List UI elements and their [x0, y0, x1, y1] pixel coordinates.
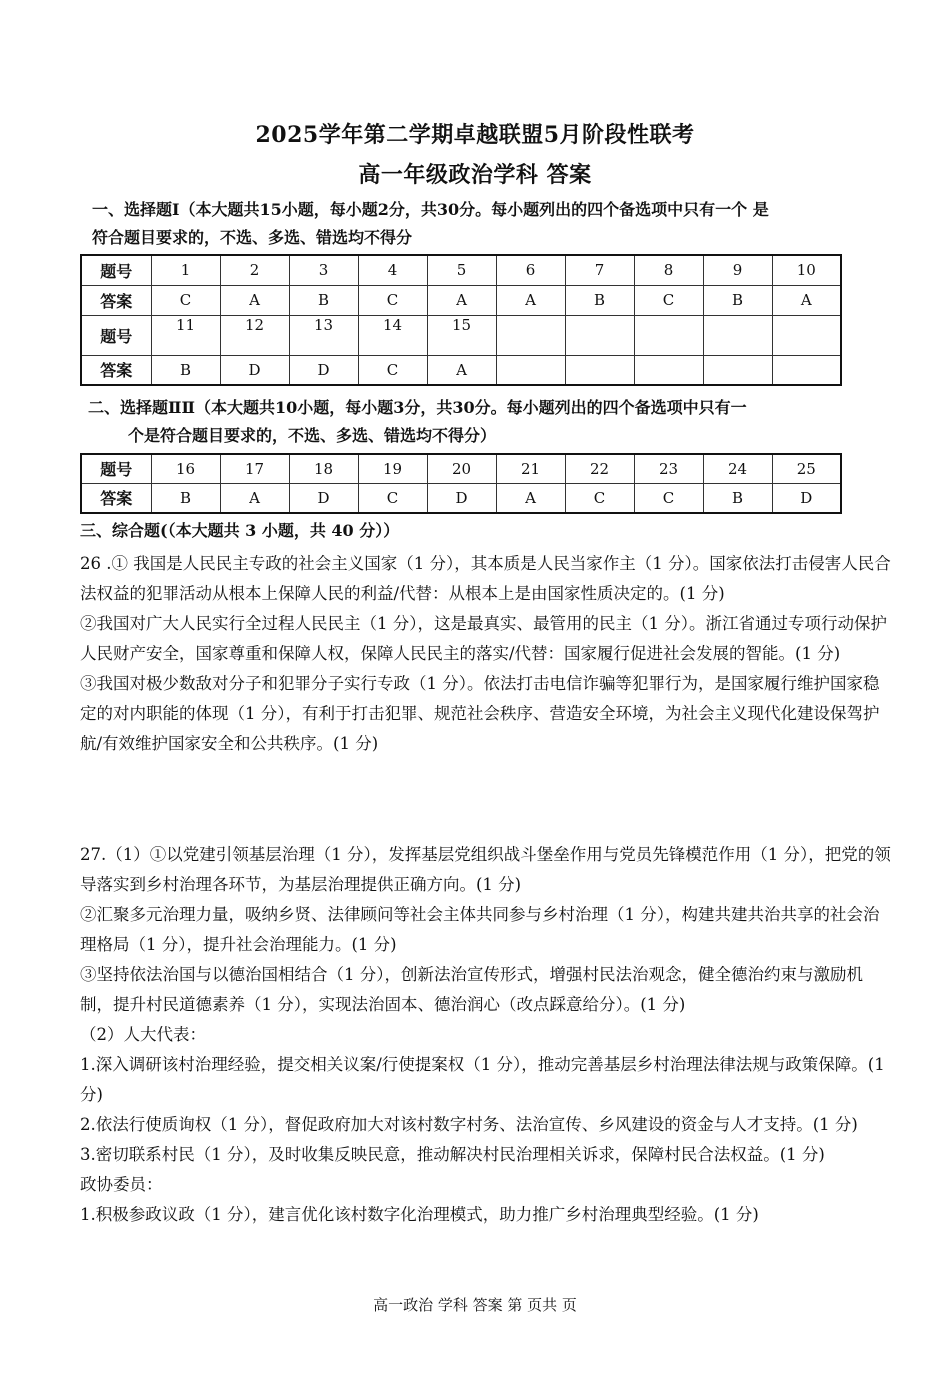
question-number-cell: 11	[151, 315, 220, 355]
answer-cell: A	[772, 285, 841, 315]
table2-row-answers	[81, 483, 841, 513]
q26-paragraph-3: ③我国对极少数敌对分子和犯罪分子实行专政（1 分）。依法打击电信诈骗等犯罪行为，是国家履行维护国家稳定的对内职能的体现（1 分），有利于打击犯罪、规范社会秩序、营造安全环境，为社会主义现代化建设保驾护航/有效维护国家安全和公共秩序。(1 分)	[80, 674, 880, 753]
question-number-cell: 6	[496, 255, 565, 285]
row-label-question: 题号	[81, 255, 151, 285]
answer-cell: B	[565, 285, 634, 315]
question-number-cell: 18	[289, 454, 358, 483]
question-number-cell: 4	[358, 255, 427, 285]
q27-paragraph-3: ③坚持依法治国与以德治国相结合（1 分），创新法治宣传形式，增强村民法治观念，健全德治约束与激励机制，提升村民道德素养（1 分），实现法治固本、德治润心（改点踩意给分）。(1 分)	[80, 965, 863, 1014]
q27-subheading-cppcc: 政协委员：	[80, 1175, 163, 1194]
answer-cell	[703, 355, 772, 385]
question-number-cell: 1	[151, 255, 220, 285]
section2-heading	[88, 394, 898, 450]
answer-cell: A	[427, 285, 496, 315]
question-number-cell	[772, 315, 841, 355]
answer-cell: C	[634, 285, 703, 315]
answer-cell: A	[427, 355, 496, 385]
answer-cell: A	[496, 285, 565, 315]
table2-row-question-numbers	[81, 454, 841, 483]
answer-table-choice-1	[80, 254, 842, 386]
question-number-cell: 23	[634, 454, 703, 483]
answer-cell: D	[427, 483, 496, 513]
question-number-cell: 3	[289, 255, 358, 285]
question-number-cell: 7	[565, 255, 634, 285]
answer-cell	[496, 355, 565, 385]
question-number-cell: 9	[703, 255, 772, 285]
answer-cell: C	[634, 483, 703, 513]
question-number-cell: 24	[703, 454, 772, 483]
question-26-answer	[80, 549, 892, 759]
answer-cell: A	[220, 285, 289, 315]
question-number-cell: 20	[427, 454, 496, 483]
question-number-cell: 17	[220, 454, 289, 483]
question-number-cell	[703, 315, 772, 355]
question-number-cell: 12	[220, 315, 289, 355]
question-number-cell: 10	[772, 255, 841, 285]
q27-paragraph-npc-2: 2.依法行使质询权（1 分），督促政府加大对该村数字村务、法治宣传、乡风建设的资金与人才支持。(1 分)	[80, 1115, 858, 1134]
question-number-cell: 13	[289, 315, 358, 355]
answer-cell	[565, 355, 634, 385]
section1-heading-line1: 一、选择题Ⅰ（本大题共15小题，每小题2分，共30分。每小题列出的四个备选项中只有一个 是	[92, 200, 769, 219]
table1-row-question-numbers	[81, 255, 841, 285]
q26-paragraph-2: ②我国对广大人民实行全过程人民民主（1 分），这是最真实、最管用的民主（1 分）。浙江省通过专项行动保护人民财产安全，国家尊重和保障人权，保障人民民主的落实/代替：国家履行促进社会发展的智能。(1 分)	[80, 614, 887, 663]
answer-cell: C	[565, 483, 634, 513]
document-subtitle: 高一年级政治学科 答案	[358, 162, 592, 188]
q27-paragraph-npc-3: 3.密切联系村民（1 分），及时收集反映民意，推动解决村民治理相关诉求，保障村民合法权益。(1 分)	[80, 1145, 825, 1164]
section2-heading-line2: 个是符合题目要求的，不选、多选、错选均不得分）	[128, 426, 497, 445]
answer-cell: B	[289, 285, 358, 315]
q27-paragraph-npc-1: 1.深入调研该村治理经验，提交相关议案/行使提案权（1 分），推动完善基层乡村治理法律法规与政策保障。(1 分)	[80, 1055, 885, 1104]
question-number-cell	[634, 315, 703, 355]
question-27-answer	[80, 840, 892, 1230]
q27-subheading-npc: （2）人大代表：	[80, 1025, 206, 1044]
table1-row-answers	[81, 355, 841, 385]
question-number-cell: 2	[220, 255, 289, 285]
row-label-answer: 答案	[81, 483, 151, 513]
document-title: 2025学年第二学期卓越联盟5月阶段性联考	[255, 122, 695, 148]
answer-cell: B	[151, 355, 220, 385]
question-number-cell: 25	[772, 454, 841, 483]
question-number-cell: 19	[358, 454, 427, 483]
question-number-cell: 21	[496, 454, 565, 483]
row-label-question: 题号	[81, 454, 151, 483]
question-number-cell: 8	[634, 255, 703, 285]
answer-cell: A	[220, 483, 289, 513]
answer-cell: C	[358, 355, 427, 385]
q27-paragraph-2: ②汇聚多元治理力量，吸纳乡贤、法律顾问等社会主体共同参与乡村治理（1 分），构建共建共治共享的社会治理格局（1 分），提升社会治理能力。(1 分)	[80, 905, 880, 954]
answer-cell: C	[151, 285, 220, 315]
answer-cell	[772, 355, 841, 385]
q27-paragraph-1: 27.（1）①以党建引领基层治理（1 分），发挥基层党组织战斗堡垒作用与党员先锋模范作用（1 分），把党的领导落实到乡村治理各环节，为基层治理提供正确方向。(1 分)	[80, 845, 891, 894]
answer-cell: C	[358, 285, 427, 315]
q27-paragraph-cppcc-1: 1.积极参政议政（1 分），建言优化该村数字化治理模式，助力推广乡村治理典型经验。(1 分)	[80, 1205, 759, 1224]
table1-row-question-numbers	[81, 315, 841, 355]
answer-cell: B	[151, 483, 220, 513]
row-label-question: 题号	[81, 315, 151, 355]
question-number-cell	[565, 315, 634, 355]
answer-table-choice-2	[80, 453, 842, 514]
section1-heading	[92, 196, 892, 252]
question-number-cell: 5	[427, 255, 496, 285]
table1-row-answers	[81, 285, 841, 315]
question-number-cell	[496, 315, 565, 355]
row-label-answer: 答案	[81, 355, 151, 385]
answer-cell	[634, 355, 703, 385]
answer-cell: C	[358, 483, 427, 513]
answer-cell: D	[289, 355, 358, 385]
answer-cell: D	[289, 483, 358, 513]
row-label-answer: 答案	[81, 285, 151, 315]
question-number-cell: 22	[565, 454, 634, 483]
section3-heading: 三、综合题(（本大题共 3 小题，共 40 分））	[80, 521, 400, 540]
section2-heading-line1: 二、选择题ⅡⅡ（本大题共10小题，每小题3分，共30分。每小题列出的四个备选项中只有一	[88, 398, 747, 417]
section1-heading-line2: 符合题目要求的，不选、多选、错选均不得分	[92, 228, 413, 247]
answer-cell: B	[703, 285, 772, 315]
page-footer: 高一政治 学科 答案 第 页共 页	[373, 1296, 577, 1314]
answer-cell: A	[496, 483, 565, 513]
question-number-cell: 15	[427, 315, 496, 355]
answer-cell: D	[220, 355, 289, 385]
q26-paragraph-1: 26 .① 我国是人民民主专政的社会主义国家（1 分），其本质是人民当家作主（1 分）。国家依法打击侵害人民合法权益的犯罪活动从根本上保障人民的利益/代替：从根本上是由国家性质决定的。(1 分)	[80, 554, 891, 603]
question-number-cell: 14	[358, 315, 427, 355]
answer-cell: B	[703, 483, 772, 513]
question-number-cell: 16	[151, 454, 220, 483]
answer-cell: D	[772, 483, 841, 513]
